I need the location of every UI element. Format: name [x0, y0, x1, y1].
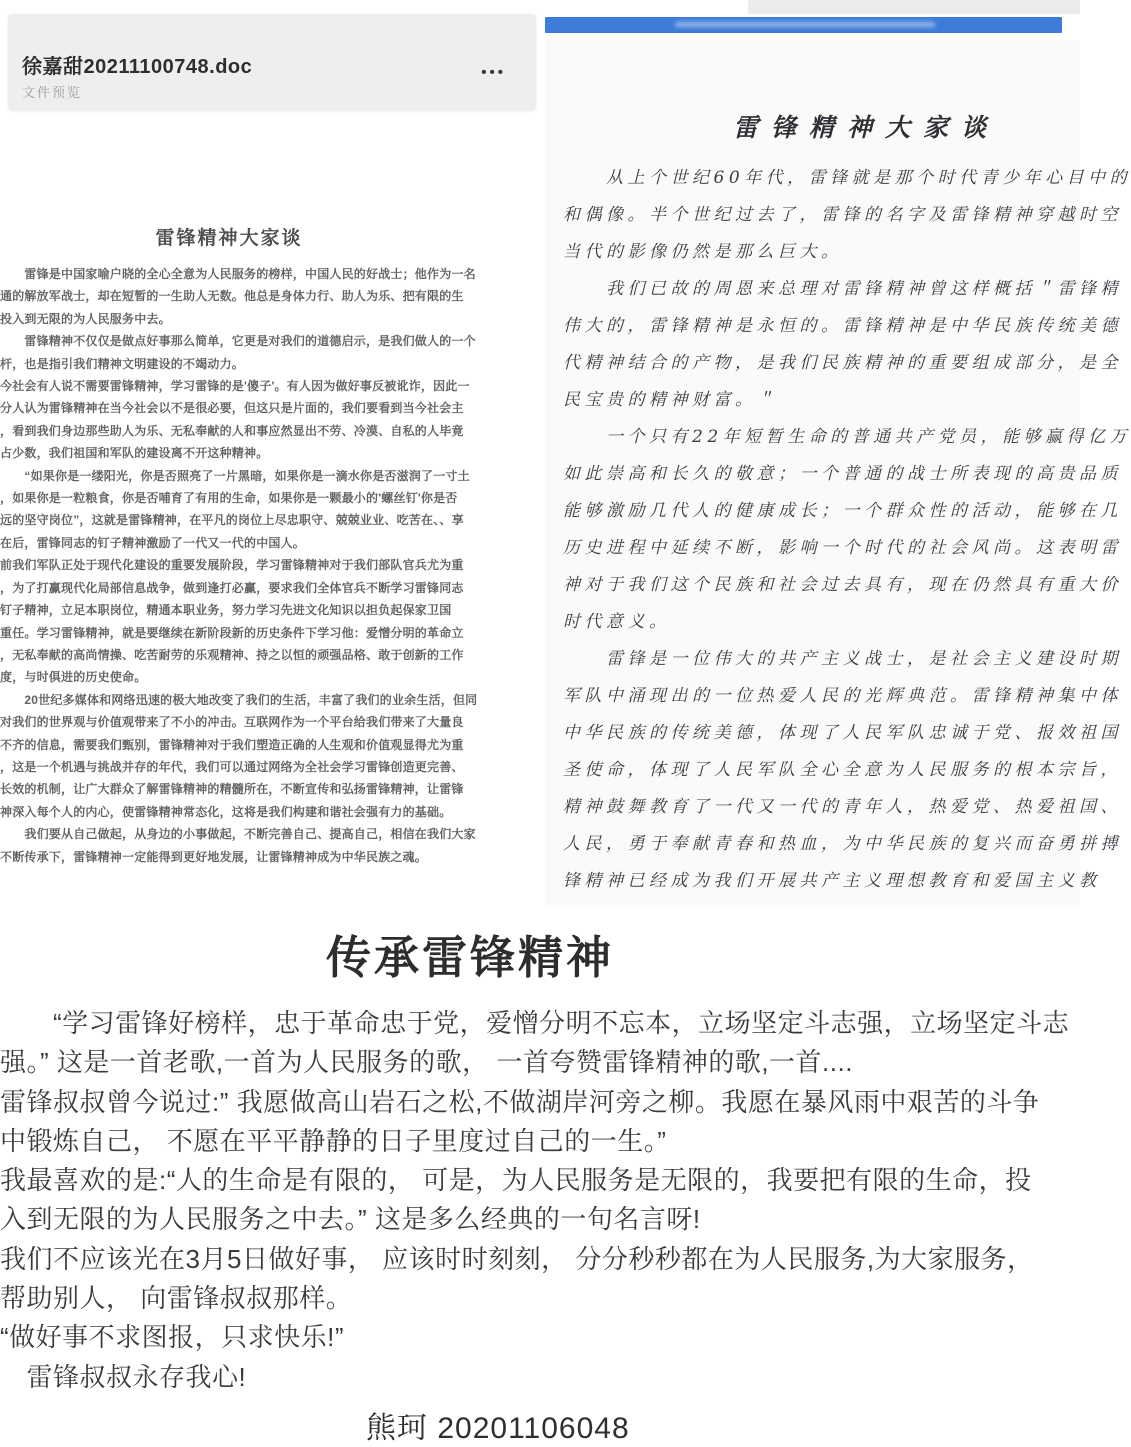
text-line: 历史进程中延续不断，影响一个时代的社会风尚。这表明雷: [563, 538, 1122, 558]
text-line: 不齐的信息，需要我们甄别，雷锋精神对于我们塑造正确的人生观和价值观显得尤为重: [0, 737, 464, 752]
text-line: 民宝贵的精神财富。＂: [563, 390, 778, 410]
text-line: 一个只有22年短暂生命的普通共产党员，能够赢得亿万: [563, 427, 1131, 447]
text-line: 20世纪多媒体和网络迅速的极大地改变了我们的生活，丰富了我们的业余生活，但同: [0, 692, 478, 707]
text-line: 分人认为雷锋精神在当今社会以不是很必要，但这只是片面的，我们要看到当今社会主: [0, 401, 464, 416]
text-line: 远的坚守岗位”，这就是雷锋精神，在平凡的岗位上尽忠职守、兢兢业业、吃苦在、、享: [0, 513, 464, 528]
text-line: 和偶像。半个世纪过去了，雷锋的名字及雷锋精神穿越时空: [563, 205, 1122, 225]
text-line: 杆，也是指引我们精神文明建设的不竭动力。: [0, 356, 245, 371]
text-line: 重任。学习雷锋精神，就是要继续在新阶段新的历史条件下学习他：爱憎分明的革命立: [0, 625, 464, 640]
text-line: 我们已故的周恩来总理对雷锋精神曾这样概括＂雷锋精: [563, 279, 1122, 299]
text-line: 投入到无限的为人民服务中去。: [0, 311, 171, 326]
text-line: 占少数，我们祖国和军队的建设离不开这种精神。: [0, 446, 269, 461]
text-line: 今社会有人说不需要雷锋精神，学习雷锋的是'傻子'。有人因为做好事反被讹诈，因此一: [0, 379, 470, 394]
text-line: 长效的机制，让广大群众了解雷锋精神的精髓所在，不断宣传和弘扬雷锋精神，让雷锋: [0, 782, 464, 797]
file-card[interactable]: [8, 14, 536, 110]
right-document-page: [545, 40, 1131, 906]
text-line: “做好事不求图报，只求快乐!”: [0, 1322, 345, 1353]
text-line: 雷锋是一位伟大的共产主义战士，是社会主义建设时期: [563, 649, 1122, 669]
text-line: 不断传承下，雷锋精神一定能得到更好地发展，让雷锋精神成为中华民族之魂。: [0, 849, 428, 864]
text-line: “如果你是一缕阳光，你是否照亮了一片黑暗，如果你是一滴水你是否滋润了一寸土: [0, 468, 470, 483]
title-bar-text-smudge: [675, 22, 935, 27]
text-line: 当代的影像仍然是那么巨大。: [563, 242, 843, 262]
text-line: 神对于我们这个民族和社会过去具有，现在仍然具有重大价: [563, 575, 1122, 595]
text-line: 人民，勇于奉献青春和热血，为中华民族的复兴而奋勇拼搏: [563, 834, 1122, 854]
text-line: “学习雷锋好榜样，忠于革命忠于党，爱憎分明不忘本，立场坚定斗志强，立场坚定斗志: [0, 1008, 1070, 1038]
text-line: 帮助别人， 向雷锋叔叔那样。: [0, 1283, 353, 1314]
left-page-body: [0, 263, 478, 868]
left-page-title: 雷锋精神大家谈: [155, 228, 303, 249]
text-line: ，为了打赢现代化局部信息战争，做到逢打必赢，要求我们全体官兵不断学习雷锋同志: [0, 580, 464, 595]
text-line: 雷锋精神不仅仅是做点好事那么简单，它更是对我们的道德启示，是我们做人的一个: [0, 334, 476, 349]
left-document-page: [0, 130, 530, 908]
text-line: 雷锋是中国家喻户晓的全心全意为人民服务的榜样，中国人民的好战士；他作为一名: [0, 267, 476, 281]
text-line: ，如果你是一粒粮食，你是否哺育了有用的生命，如果你是一颗最小的'螺丝钉'你是否: [0, 491, 458, 506]
text-line: 钉子精神，立足本职岗位，精通本职业务，努力学习先进文化知识以担负起保家卫国: [0, 603, 452, 618]
text-line: 军队中涌现出的一位热爱人民的光辉典范。雷锋精神集中体: [563, 686, 1122, 706]
text-line: 在后，雷锋同志的钉子精神激励了一代又一代的中国人。: [0, 535, 306, 550]
text-line: 入到无限的为人民服务之中去。” 这是多么经典的一句名言呀!: [0, 1204, 701, 1235]
text-line: 伟大的，雷锋精神是永恒的。雷锋精神是中华民族传统美德: [563, 316, 1122, 336]
text-line: 前我们军队正处于现代化建设的重要发展阶段，学习雷锋精神对于我们部队官兵尤为重: [0, 558, 464, 573]
text-line: 时代意义。: [563, 612, 671, 632]
text-line: 雷锋叔叔曾今说过:” 我愿做高山岩石之松,不做湖岸河旁之柳。我愿在暴风雨中艰苦的斗争: [0, 1086, 1040, 1117]
text-line: 锋精神已经成为我们开展共产主义理想教育和爱国主义教: [563, 871, 1101, 891]
text-line: 对我们的世界观与价值观带来了不小的冲击。互联网作为一个平台给我们带来了大量良: [0, 715, 464, 730]
right-page-title: 雷锋精神大家谈: [733, 113, 1000, 142]
bottom-heading: 传承雷锋精神: [326, 932, 615, 983]
text-line: 精神鼓舞教育了一代又一代的青年人，热爱党、热爱祖国、: [563, 797, 1122, 817]
text-line: 我最喜欢的是:“人的生命是有限的， 可是，为人民服务是无限的，我要把有限的生命，投: [0, 1165, 1032, 1196]
text-line: ，无私奉献的高尚情操、吃苦耐劳的乐观精神、持之以恒的顽强品格、敢于创新的工作: [0, 647, 464, 662]
text-line: 中华民族的传统美德，体现了人民军队忠诚于党、报效祖国: [563, 723, 1122, 743]
ellipsis-menu-icon[interactable]: •••: [481, 64, 506, 81]
top-right-strip: [748, 0, 1080, 14]
right-page-body: [563, 160, 1131, 937]
author-signature: 熊珂 20201106048: [366, 1411, 630, 1445]
file-preview-label: 文件预览: [22, 85, 83, 100]
text-line: 雷锋叔叔永存我心!: [0, 1361, 247, 1392]
bottom-text-section: [0, 905, 1080, 1445]
bottom-body: [0, 1004, 1080, 1397]
text-line: 圣使命，体现了人民军队全心全意为人民服务的根本宗旨，: [563, 760, 1122, 780]
text-line: 能够激励几代人的健康成长；一个群众性的活动，能够在几: [563, 501, 1122, 521]
text-line: ，这是一个机遇与挑战并存的年代，我们可以通过网络为全社会学习雷锋创造更完善、: [0, 759, 464, 774]
window-title-bar: [545, 17, 1062, 33]
text-line: 我们不应该光在3月5日做好事， 应该时时刻刻， 分分秒秒都在为人民服务,为大家服务，: [0, 1243, 1034, 1274]
text-line: 强。” 这是一首老歌,一首为人民服务的歌， 一首夸赞雷锋精神的歌,一首....: [0, 1047, 853, 1078]
text-line: 度，与时俱进的历史使命。: [0, 670, 147, 685]
text-line: 代精神结合的产物，是我们民族精神的重要组成部分，是全: [563, 353, 1122, 373]
text-line: ，看到我们身边那些助人为乐、无私奉献的人和事应然显出不劳、冷漠、自私的人毕竟: [0, 423, 464, 438]
text-line: 神深入每个人的内心，使雷锋精神常态化，这将是我们构建和谐社会强有力的基础。: [0, 804, 452, 819]
text-line: 我们要从自己做起，从身边的小事做起，不断完善自己、提高自己，相信在我们大家: [0, 827, 476, 842]
text-line: 如此崇高和长久的敬意；一个普通的战士所表现的高贵品质: [563, 464, 1122, 484]
text-line: 从上个世纪60年代，雷锋就是那个时代青少年心目中的: [563, 168, 1131, 188]
text-line: 通的解放军战士，却在短暂的一生助人无数。他总是身体力行、助人为乐、把有限的生: [0, 289, 464, 304]
text-line: 中锻炼自己， 不愿在平平静静的日子里度过自己的一生。”: [0, 1125, 667, 1156]
file-name: 徐嘉甜20211100748.doc: [22, 56, 253, 78]
